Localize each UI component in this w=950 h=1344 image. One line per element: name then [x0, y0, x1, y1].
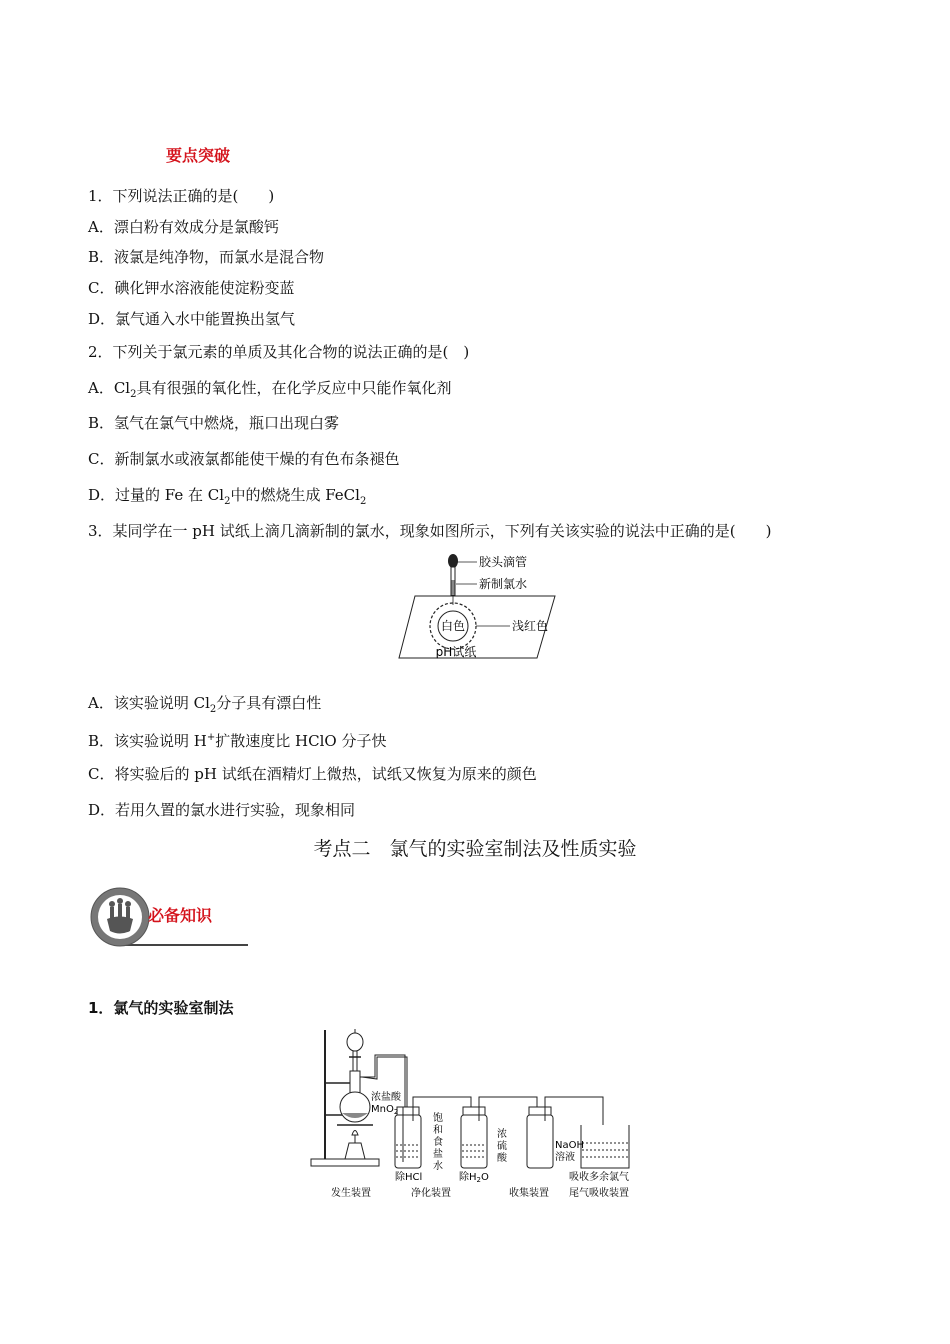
dropper-bulb — [448, 554, 458, 568]
naoh-label-2: 溶液 — [555, 1152, 575, 1163]
remove-h2o-label: 除$H_2O$ — [459, 1172, 489, 1184]
question-2-option-c: C．新制氯水或液氯都能使干燥的有色布条褪色 — [88, 450, 400, 468]
svg-text:硫: 硫 — [497, 1141, 507, 1152]
svg-text:盐: 盐 — [433, 1149, 443, 1160]
pink-label: 浅红色 — [512, 619, 549, 633]
section-title-key-points: 要点突破 — [166, 146, 231, 165]
question-1-option-b: B．液氯是纯净物，而氯水是混合物 — [88, 248, 325, 266]
absorb-label: 吸收多余氯气 — [569, 1172, 629, 1183]
svg-text:食: 食 — [433, 1137, 443, 1148]
collection-label: 收集装置 — [509, 1188, 549, 1199]
question-1-option-d: D．氯气通入水中能置换出氢气 — [88, 310, 296, 328]
naoh-label-1: NaOH — [555, 1140, 584, 1151]
svg-text:酸: 酸 — [497, 1153, 507, 1164]
dropper-label: 胶头滴管 — [479, 555, 528, 569]
question-2-option-a: A．$Cl_2$具有很强的氧化性，在化学反应中只能作氧化剂 — [88, 379, 452, 400]
saturated-brine-label — [433, 1111, 443, 1172]
generation-label: 发生装置 — [331, 1188, 371, 1199]
question-3-option-c: C．将实验后的 pH 试纸在酒精灯上微热，试纸又恢复为原来的颜色 — [88, 765, 537, 783]
section-title-required-knowledge: 必备知识 — [148, 906, 213, 925]
question-2-option-d: D．过量的 Fe 在 $Cl_2$中的燃烧生成 FeCl$_2$ — [88, 486, 367, 507]
remove-hcl-label: 除HCl — [395, 1172, 423, 1183]
chlorine-water-label: 新制氯水 — [479, 577, 528, 591]
white-label: 白色 — [440, 619, 466, 633]
ph-paper-figure — [395, 550, 575, 665]
section-heading-chlorine-prep: 考点二 氯气的实验室制法及性质实验 — [313, 838, 637, 860]
purification-label: 净化装置 — [411, 1188, 451, 1199]
tail-gas-label: 尾气吸收装置 — [569, 1188, 629, 1199]
question-3-stem: 3．某同学在一 pH 试纸上滴几滴新制的氯水，现象如图所示，下列有关该实验的说法中正确的是( ) — [88, 522, 772, 540]
question-3-option-b: B．该实验说明 H+扩散速度比 HClO 分子快 — [88, 732, 387, 750]
dropper-liquid — [452, 580, 455, 594]
chlorine-prep-apparatus — [305, 1025, 650, 1205]
item-1-title: 1．氯气的实验室制法 — [88, 999, 234, 1017]
svg-text:和: 和 — [433, 1125, 443, 1136]
question-1-option-c: C．碘化钾水溶液能使淀粉变蓝 — [88, 279, 295, 297]
question-3-option-a: A．该实验说明 $Cl_2$分子具有漂白性 — [88, 694, 322, 715]
question-2-option-b: B．氢气在氯气中燃烧，瓶口出现白雾 — [88, 414, 340, 432]
question-3-option-d: D．若用久置的氯水进行实验，现象相同 — [88, 801, 356, 819]
svg-text:水: 水 — [433, 1161, 443, 1172]
question-1-option-a: A．漂白粉有效成分是氯酸钙 — [88, 218, 279, 236]
ph-paper-label: pH试纸 — [435, 645, 477, 659]
svg-text:饱: 饱 — [433, 1113, 443, 1124]
question-2-stem: 2．下列关于氯元素的单质及其化合物的说法正确的是( ) — [88, 343, 470, 361]
svg-text:浓: 浓 — [497, 1129, 507, 1140]
question-1-stem: 1．下列说法正确的是( ) — [88, 187, 275, 205]
hcl-label: 浓盐酸 — [371, 1092, 401, 1103]
concentrated-acid-label — [497, 1127, 508, 1164]
mno2-label: MnO$_2$ — [371, 1104, 399, 1116]
